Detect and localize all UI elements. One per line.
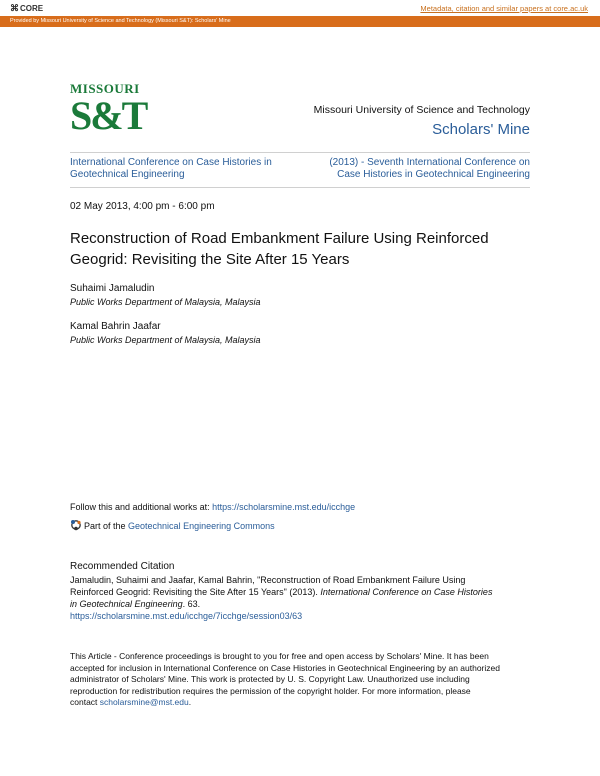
part-of: Part of the Geotechnical Engineering Commons bbox=[70, 519, 275, 531]
provided-by-text: Provided by Missouri University of Science and Technology (Missouri S&T): Scholars' Mine bbox=[10, 18, 231, 24]
core-logo-icon: ⌘ bbox=[10, 3, 19, 13]
conference-edition-link[interactable]: (2013) - Seventh International Conference on Case Histories in Geotechnical Engineering bbox=[329, 157, 530, 180]
session-date: 02 May 2013, 4:00 pm - 6:00 pm bbox=[70, 201, 215, 212]
core-logo-text: CORE bbox=[20, 4, 44, 13]
author-name: Suhaimi Jamaludin bbox=[70, 283, 155, 294]
logo-st: S&T bbox=[70, 93, 147, 138]
logo-missouri: MISSOURI bbox=[70, 81, 140, 96]
provided-by-bar bbox=[0, 16, 600, 27]
commons-network-icon bbox=[70, 519, 82, 531]
recommended-citation-heading: Recommended Citation bbox=[70, 561, 175, 572]
repository-name[interactable]: Scholars' Mine bbox=[432, 121, 530, 138]
university-name: Missouri University of Science and Technology bbox=[313, 104, 530, 116]
divider-top bbox=[70, 152, 530, 153]
citation-text: Jamaludin, Suhaimi and Jaafar, Kamal Bahrin, "Reconstruction of Road Embankment Failure Using Reinforced Geogrid: Revisiting the Site After 15 Years" (2013). International Conference on Case Histories in Geotechnical Engineering. 63. https://scholarsmine.mst.edu/icchge/7icchge/session03/63 bbox=[70, 574, 540, 622]
core-metadata-link[interactable]: Metadata, citation and similar papers at core.ac.uk bbox=[420, 4, 588, 13]
contact-email-link[interactable]: scholarsmine@mst.edu bbox=[99, 697, 189, 707]
conference-series-link[interactable]: International Conference on Case Histories in Geotechnical Engineering bbox=[70, 157, 272, 180]
author-affiliation: Public Works Department of Malaysia, Malaysia bbox=[70, 335, 261, 345]
access-notice: This Article - Conference proceedings is brought to you for free and open access by Scholars' Mine. It has been accepted for inclusion in International Conference on Case Histories in Geotechnical Engineering by an authorized administrator of Scholars' Mine. This work is protected by U. S. Copyright Law. Unauthorized use including reproduction for redistribution requires the permission of the copyright holder. For more information, please contact scholarsmine@mst.edu. bbox=[70, 651, 500, 707]
core-logo[interactable] bbox=[10, 3, 43, 14]
follow-url-link[interactable]: https://scholarsmine.mst.edu/icchge bbox=[212, 502, 356, 512]
author-name: Kamal Bahrin Jaafar bbox=[70, 321, 161, 332]
mst-logo bbox=[70, 81, 147, 142]
paper-title: Reconstruction of Road Embankment Failure Using Reinforced Geogrid: Revisiting the Site After 15 Years bbox=[70, 230, 489, 268]
divider-bottom bbox=[70, 187, 530, 188]
core-bar bbox=[0, 0, 600, 16]
follow-works: Follow this and additional works at: https://scholarsmine.mst.edu/icchge bbox=[70, 502, 356, 512]
commons-link[interactable]: Geotechnical Engineering Commons bbox=[128, 521, 275, 531]
author-affiliation: Public Works Department of Malaysia, Malaysia bbox=[70, 297, 261, 307]
citation-url-link[interactable]: https://scholarsmine.mst.edu/icchge/7icchge/session03/63 bbox=[70, 611, 303, 621]
